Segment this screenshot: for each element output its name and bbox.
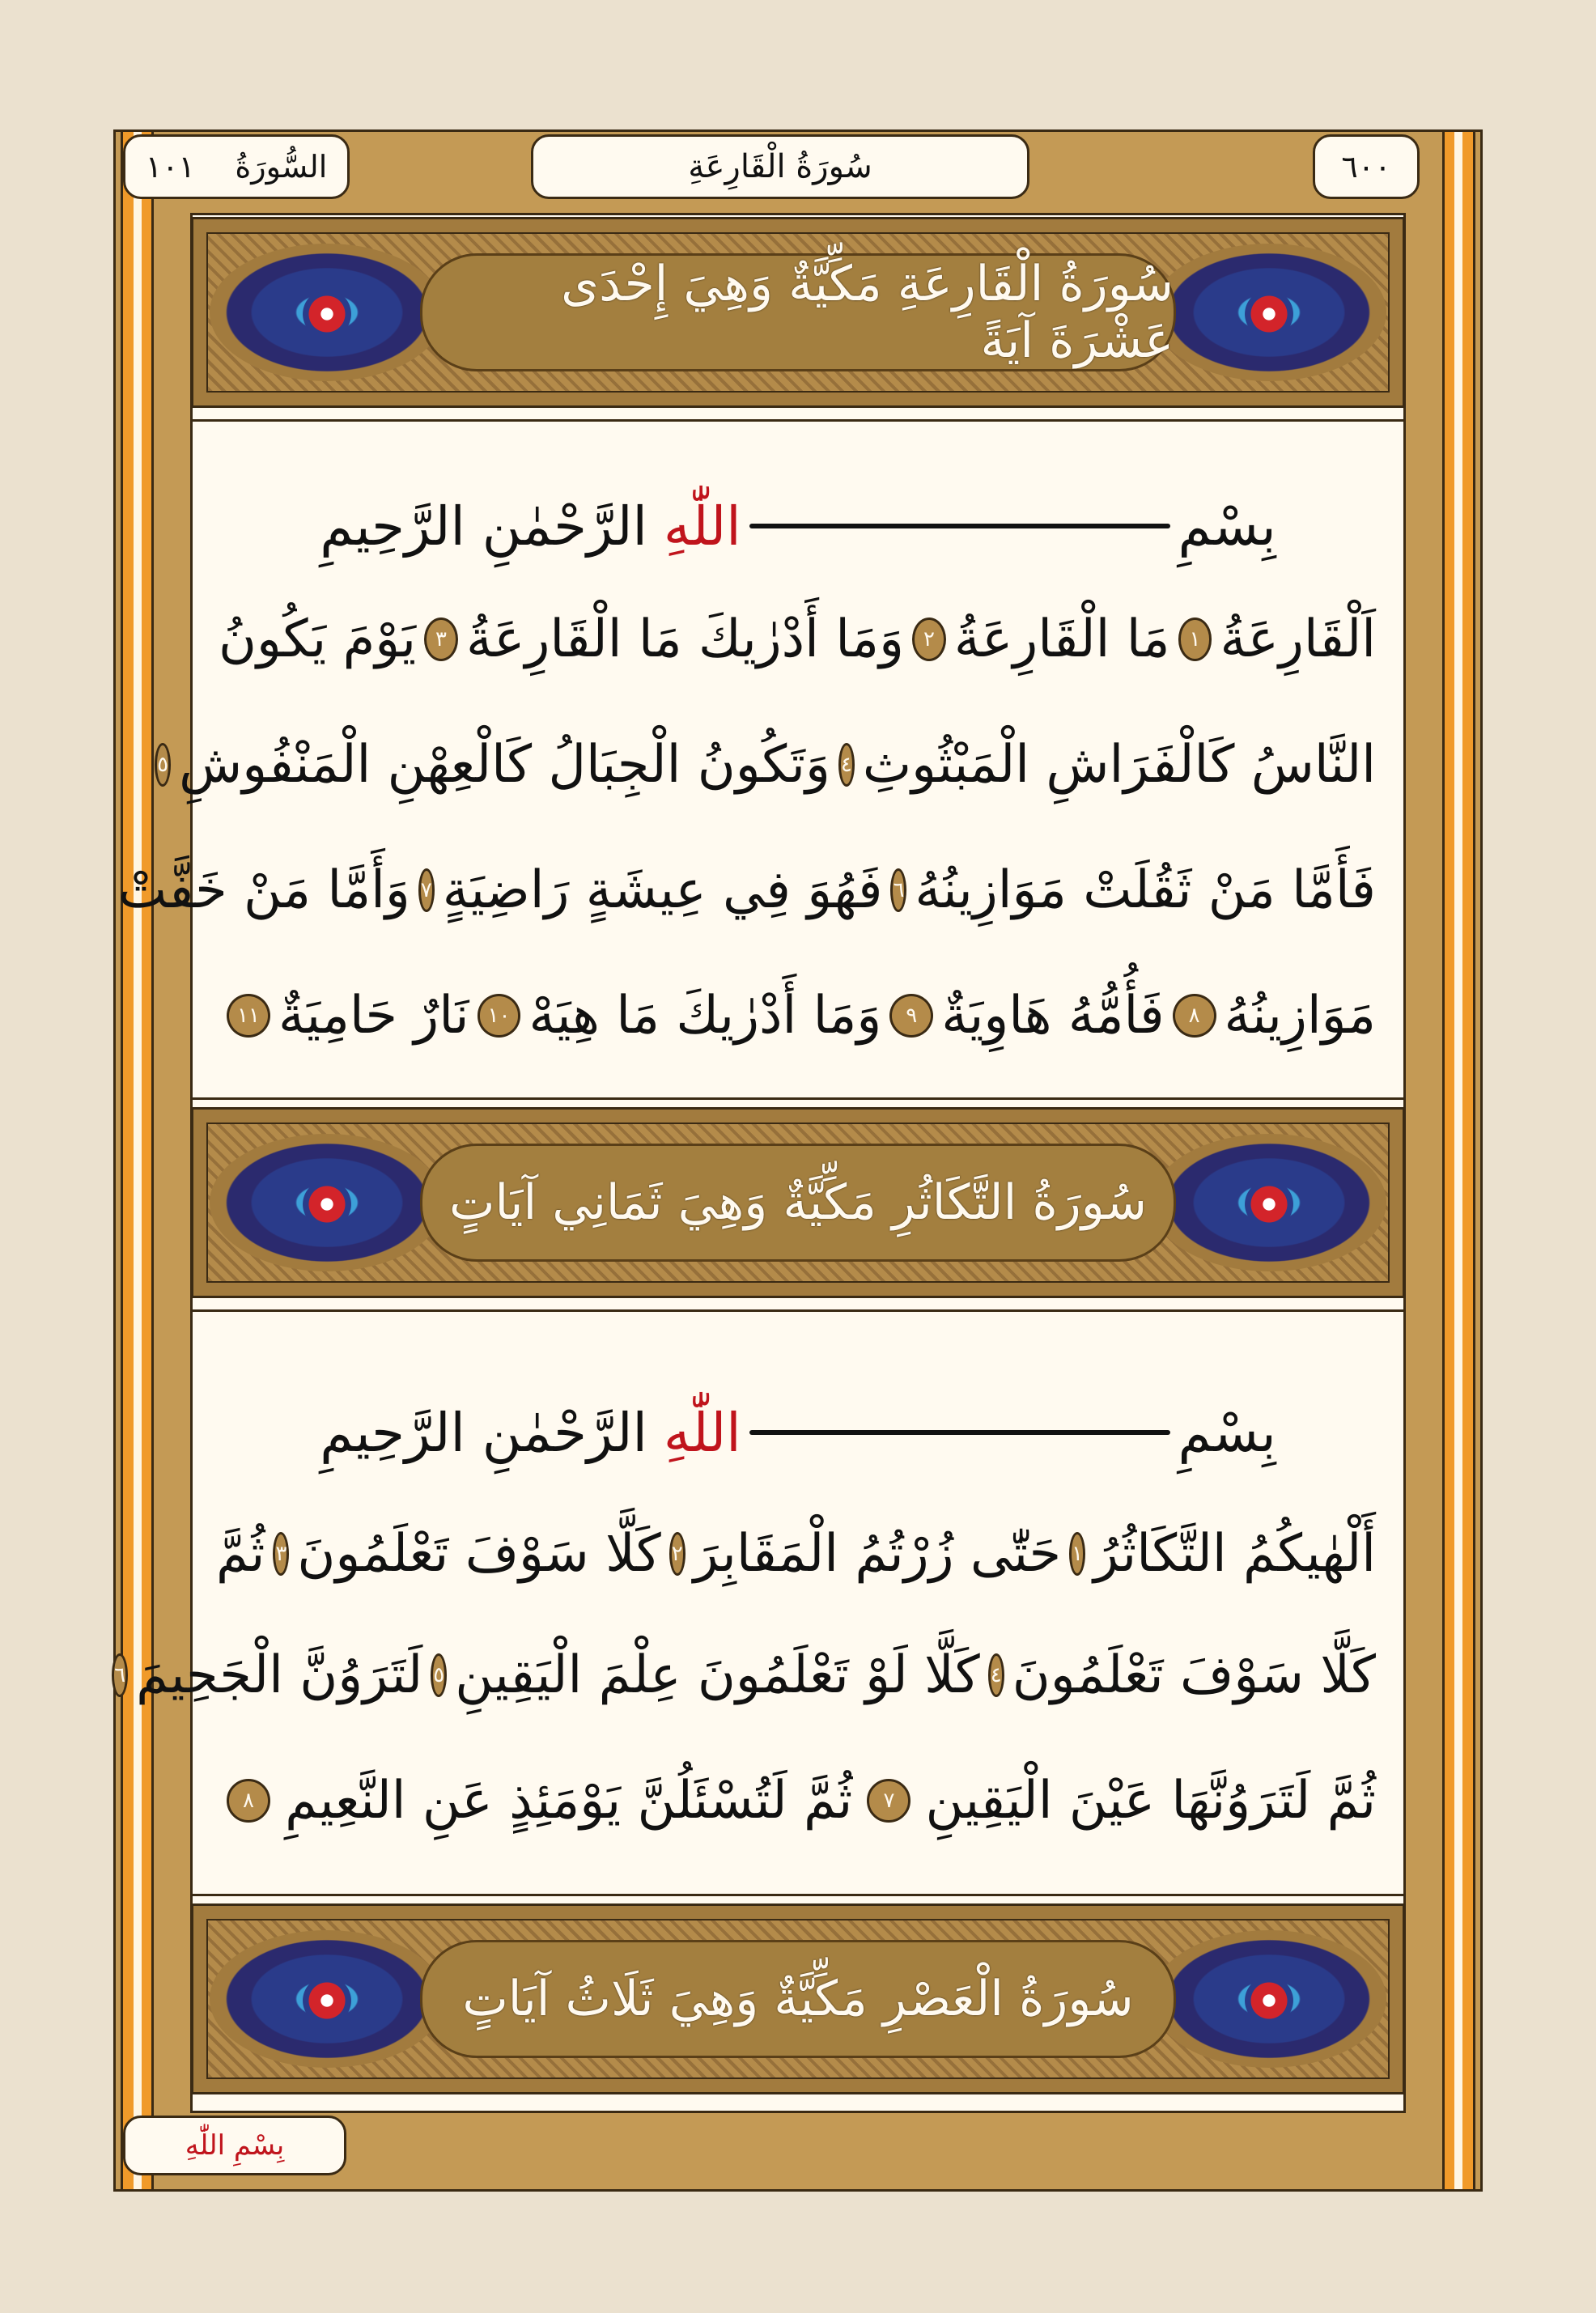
kashida-stroke — [749, 524, 1170, 528]
surah-name-tab — [531, 134, 1029, 199]
surah-number-tab — [123, 134, 350, 199]
divider — [191, 1894, 1405, 1896]
verse-text: مَا الْقَارِعَةُ — [953, 609, 1170, 669]
verse-text: مَوَازِينُهُ — [1224, 986, 1376, 1046]
ayah-number-marker: ٥ — [431, 1653, 447, 1697]
rosette-icon — [1241, 286, 1297, 342]
verse-text: كَلَّا لَوْ تَعْلَمُونَ عِلْمَ الْيَقِينِ — [455, 1645, 980, 1705]
rosette-icon — [299, 286, 355, 342]
verse-text: يَوْمَ يَكُونُ — [219, 609, 417, 669]
divider — [191, 1309, 1405, 1312]
verse-text: فَأَمَّا مَنْ ثَقُلَتْ مَوَازِينُهُ — [915, 860, 1376, 920]
basmala-allah: اللّٰهِ — [663, 494, 741, 558]
ayah-number-marker: ٢ — [912, 618, 946, 661]
rosette-icon — [299, 1972, 355, 2029]
basmala — [191, 1376, 1405, 1489]
verse-text: فَهُوَ فِي عِيشَةٍ رَاضِيَةٍ — [442, 860, 883, 920]
ayah-number-marker: ٤ — [988, 1653, 1004, 1697]
basmala-allah: اللّٰهِ — [663, 1401, 741, 1464]
rosette-icon — [299, 1176, 355, 1233]
ayah-number-marker: ٢ — [669, 1532, 686, 1576]
verse-line — [157, 712, 1376, 817]
verse-line — [117, 838, 1376, 943]
ayah-number-marker: ٦ — [112, 1653, 128, 1697]
verse-text: ثُمَّ لَتَرَوُنَّهَا عَيْنَ الْيَقِينِ — [925, 1771, 1376, 1831]
ayah-number-marker: ١ — [1178, 618, 1212, 661]
rosette-icon — [1241, 1972, 1297, 2029]
basmala-rest: الرَّحْمٰنِ الرَّحِيمِ — [320, 494, 647, 558]
frame-stripe-right — [1440, 132, 1475, 2189]
verse-text: وَتَكُونُ الْجِبَالُ كَالْعِهْنِ الْمَنْفُوشِ — [179, 735, 830, 795]
banner-title: سُورَةُ الْقَارِعَةِ مَكِّيَّةٌ وَهِيَ إِحْدَى عَشْرَةَ آيَةً — [420, 253, 1176, 371]
page-number-tab — [1313, 134, 1420, 199]
ayah-number-marker: ١ — [1069, 1532, 1085, 1576]
catchword: بِسْمِ اللّٰهِ — [185, 2129, 285, 2162]
ayah-number-marker: ١٠ — [478, 994, 521, 1038]
kashida-stroke — [749, 1430, 1170, 1435]
verse-text: النَّاسُ كَالْفَرَاشِ الْمَبْثُوثِ — [862, 735, 1376, 795]
divider — [191, 1097, 1405, 1100]
page-number: ٦٠٠ — [1341, 149, 1391, 185]
verse-text: كَلَّا سَوْفَ تَعْلَمُونَ — [1012, 1645, 1376, 1705]
ayah-number-marker: ٨ — [1173, 994, 1216, 1038]
basmala — [191, 469, 1405, 583]
verse-text: كَلَّا سَوْفَ تَعْلَمُونَ — [297, 1524, 661, 1584]
ayah-number-marker: ٧ — [418, 868, 435, 912]
verse-text: اَلْقَارِعَةُ — [1220, 609, 1376, 669]
verse-text: وَمَا أَدْرٰيكَ مَا هِيَهْ — [528, 986, 882, 1046]
verse-text: ثُمَّ — [216, 1524, 265, 1584]
verse-line — [219, 1748, 1376, 1853]
banner-title: سُورَةُ التَّكَاثُرِ مَكِّيَّةٌ وَهِيَ ثَمَانِي آيَاتٍ — [420, 1144, 1176, 1262]
ayah-number-marker: ٨ — [227, 1779, 270, 1823]
verse-line — [219, 587, 1376, 692]
basmala-rest: الرَّحْمٰنِ الرَّحِيمِ — [320, 1401, 647, 1464]
verse-text: وَمَا أَدْرٰيكَ مَا الْقَارِعَةُ — [465, 609, 904, 669]
surah-banner-asr — [191, 1903, 1405, 2094]
verse-text: أَلْهٰيكُمُ التَّكَاثُرُ — [1093, 1524, 1376, 1584]
rosette-icon — [1241, 1176, 1297, 1233]
verse-text: ثُمَّ لَتُسْئَلُنَّ يَوْمَئِذٍ عَنِ النَّعِيمِ — [285, 1771, 853, 1831]
surah-name: سُورَةُ الْقَارِعَةِ — [688, 148, 872, 185]
verse-text: فَأُمُّهُ هَاوِيَةٌ — [941, 986, 1165, 1046]
ayah-number-marker: ٧ — [867, 1779, 910, 1823]
verse-text: نَارٌ حَامِيَةٌ — [278, 986, 469, 1046]
surah-label: السُّورَةُ — [235, 149, 328, 185]
ayah-number-marker: ٣ — [273, 1532, 289, 1576]
basmala-start: بِسْمِ — [1178, 1401, 1276, 1464]
surah-banner-qaria — [191, 217, 1405, 408]
ayah-number-marker: ٣ — [424, 618, 458, 661]
ayah-number-marker: ١١ — [227, 994, 270, 1038]
catchword-tab — [123, 2116, 346, 2175]
surah-number: ١٠١ — [145, 149, 195, 185]
verse-text: حَتّٰى زُرْتُمُ الْمَقَابِرَ — [693, 1524, 1062, 1584]
verse-line — [216, 1501, 1376, 1606]
banner-title: سُورَةُ الْعَصْرِ مَكِّيَّةٌ وَهِيَ ثَلَاثُ آيَاتٍ — [420, 1940, 1176, 2058]
frame-stripe-left — [121, 132, 156, 2189]
verse-text: لَتَرَوُنَّ الْجَحِيمَ — [136, 1645, 423, 1705]
divider — [191, 419, 1405, 422]
verse-line — [114, 1623, 1376, 1728]
verse-text: وَأَمَّا مَنْ خَفَّتْ — [117, 860, 410, 920]
ayah-number-marker: ٦ — [890, 868, 906, 912]
verse-line — [219, 963, 1376, 1068]
ayah-number-marker: ٩ — [889, 994, 933, 1038]
ayah-number-marker: ٤ — [838, 743, 855, 787]
basmala-start: بِسْمِ — [1178, 494, 1276, 558]
surah-banner-takathur — [191, 1107, 1405, 1298]
ayah-number-marker: ٥ — [155, 743, 171, 787]
